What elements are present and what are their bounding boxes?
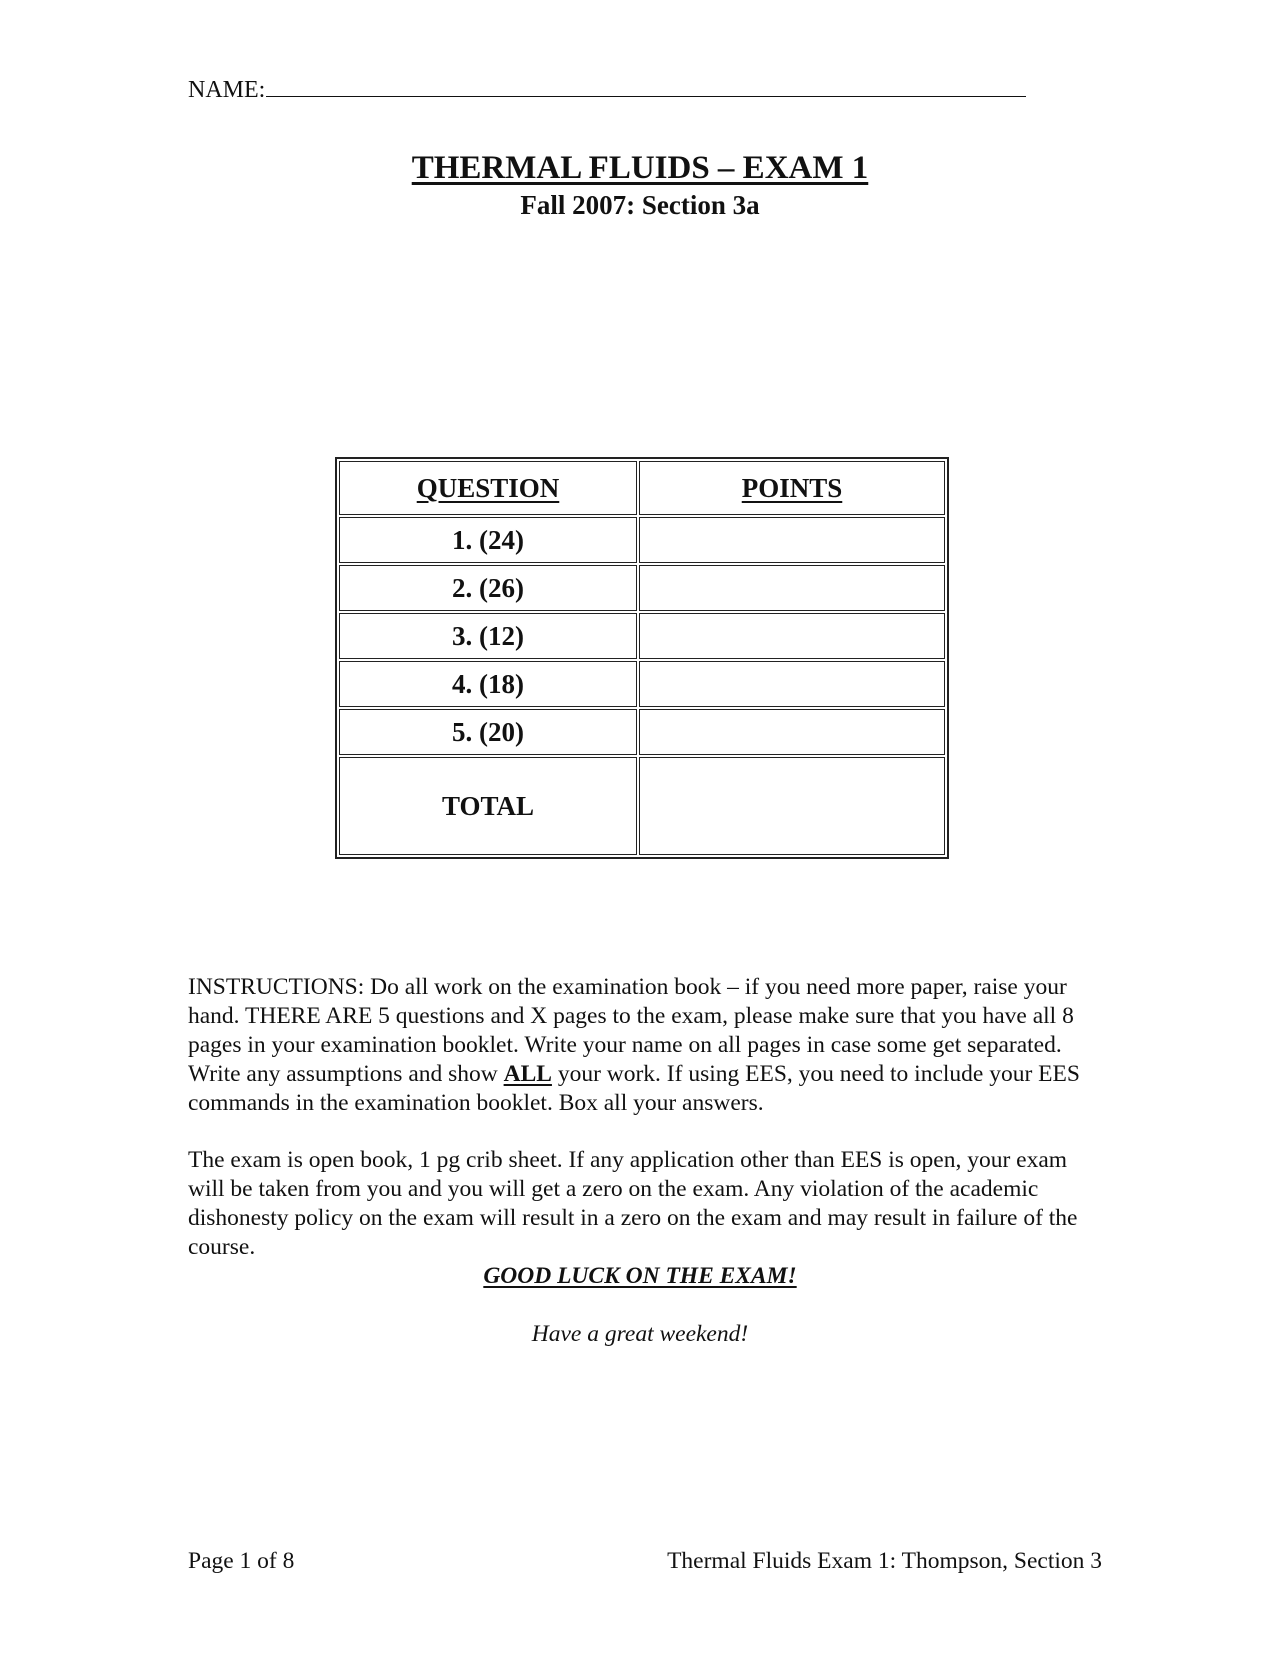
instructions-paragraph [188,973,1098,1118]
name-label: NAME: [188,77,266,103]
score-table-row [339,661,945,707]
question-cell: 3. (12) [339,613,637,659]
score-table-total-row [339,757,945,855]
question-cell: 4. (18) [339,661,637,707]
footer-course-label: Thermal Fluids Exam 1: Thompson, Section 3 [667,1548,1102,1574]
points-cell[interactable] [639,709,945,755]
name-blank-line[interactable] [266,74,1026,97]
score-table-row [339,517,945,563]
total-points-cell[interactable] [639,757,945,855]
weekend-message: Have a great weekend! [531,1321,749,1347]
name-field[interactable] [188,74,1026,104]
total-label-cell: TOTAL [339,757,637,855]
score-table-header-row [339,461,945,515]
question-cell: 1. (24) [339,517,637,563]
score-table [335,457,949,859]
score-table-row [339,565,945,611]
question-column-header: QUESTION [339,461,637,515]
exam-title: THERMAL FLUIDS – EXAM 1 [411,150,869,186]
page-number: Page 1 of 8 [188,1548,295,1574]
score-table-row [339,613,945,659]
instructions-text-part2: your work. If using EES, you need to include your EES commands in the examination booklet. Box all your answers. [188,1061,1080,1116]
score-table-row [339,709,945,755]
good-luck-message: GOOD LUCK ON THE EXAM! [483,1263,797,1289]
points-cell[interactable] [639,565,945,611]
points-cell[interactable] [639,517,945,563]
question-cell: 2. (26) [339,565,637,611]
question-cell: 5. (20) [339,709,637,755]
points-cell[interactable] [639,661,945,707]
policy-paragraph: The exam is open book, 1 pg crib sheet. If any application other than EES is open, your exam will be taken from you and you will get a zero on the exam. Any violation of the academic dishonesty policy on the exam will result in a zero on the exam and may result in failure of the course. [188,1147,1078,1260]
instructions-text-part1: INSTRUCTIONS: Do all work on the examination book – if you need more paper, raise your hand. THERE ARE 5 questions and X pages to the exam, please make sure that you have all 8 pages in your examination booklet. Write your name on all pages in case some get separated. Write any assumptions and show [188,974,1074,1087]
points-cell[interactable] [639,613,945,659]
exam-subtitle: Fall 2007: Section 3a [520,190,760,220]
points-column-header: POINTS [639,461,945,515]
instructions-emphasis: ALL [503,1061,552,1087]
